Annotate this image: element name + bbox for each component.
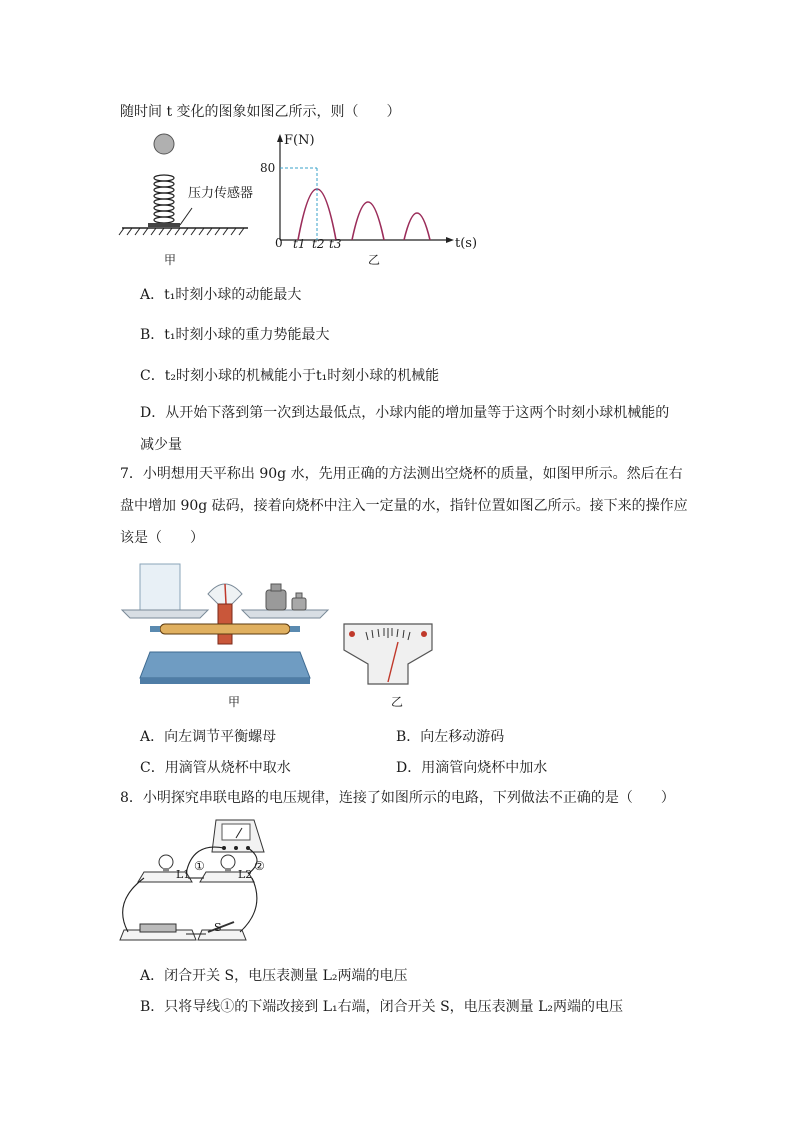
q7-option-c: C．用滴管从烧杯中取水: [140, 760, 291, 776]
sensor-label: 压力传感器: [188, 186, 254, 201]
q7-caption-yi: 乙: [391, 695, 404, 709]
q7-stem-line1: 7．小明想用天平称出 90g 水，先用正确的方法测出空烧杯的质量，如图甲所示。然后在右: [120, 466, 683, 482]
switch-label: S: [214, 921, 222, 934]
q6-stem-tail: 随时间 t 变化的图象如图乙所示，则（ ）: [120, 104, 401, 120]
beaker-icon: [140, 564, 180, 610]
q6-figure-yi-graph: [270, 132, 480, 252]
q7-option-a: A．向左调节平衡螺母: [140, 729, 277, 745]
q6-option-d-line1: D．从开始下落到第一次到达最低点，小球内能的增加量等于这两个时刻小球机械能的: [140, 405, 670, 421]
weight-small-icon: [292, 598, 306, 610]
figure-yi-caption: 乙: [368, 253, 381, 267]
x-axis-label: t(s): [455, 236, 478, 251]
q6-option-c: C．t₂时刻小球的机械能小于t₁时刻小球的机械能: [140, 368, 440, 384]
t3-label: t3: [329, 237, 342, 251]
lamp-l1-icon: [159, 855, 173, 872]
q6-option-a: A．t₁时刻小球的动能最大: [140, 287, 302, 303]
t2-label: t2: [312, 237, 325, 251]
ball-icon: [154, 134, 174, 154]
weight-large-icon: [266, 590, 286, 610]
sensor-plate: [148, 223, 180, 227]
lamp-l2-label: L2: [238, 868, 253, 881]
force-curve-3: [404, 213, 430, 240]
q7-option-d: D．用滴管向烧杯中加水: [396, 760, 548, 776]
q7-caption-jia: 甲: [228, 695, 241, 709]
wire-2-label: ②: [254, 859, 265, 873]
q6-option-d-line2: 减少量: [140, 437, 182, 453]
q8-option-b: B．只将导线①的下端改接到 L₁右端，闭合开关 S，电压表测量 L₂两端的电压: [140, 999, 624, 1015]
q7-option-b: B．向左移动游码: [396, 729, 505, 745]
y-tick-80: 80: [260, 161, 276, 175]
y-axis-label: F(N): [284, 133, 315, 148]
q6-figure-jia: [118, 130, 268, 240]
q8-option-a: A．闭合开关 S，电压表测量 L₂两端的电压: [140, 968, 408, 984]
q8-stem: 8．小明探究串联电路的电压规律，连接了如图所示的电路，下列做法不正确的是（ ）: [120, 790, 675, 806]
q7-pointer-dial: [342, 620, 434, 686]
q7-stem-line2: 盘中增加 90g 砝码，接着向烧杯中注入一定量的水，指针位置如图乙所示。接下来的操作应: [120, 498, 688, 514]
lamp-l2-icon: [221, 855, 235, 872]
figure-jia-caption: 甲: [164, 253, 177, 267]
battery-icon: [140, 924, 176, 932]
lamp-l1-label: L1: [176, 868, 191, 881]
t1-label: t1: [293, 237, 306, 251]
q7-balance-figure: [120, 560, 330, 690]
force-curve-2: [352, 202, 384, 240]
origin-label: 0: [275, 236, 283, 250]
q6-option-b: B．t₁时刻小球的重力势能最大: [140, 327, 330, 343]
wire-1-label: ①: [194, 859, 205, 873]
q8-circuit-figure: [116, 812, 286, 952]
q7-stem-line3: 该是（ ）: [120, 530, 204, 546]
spring-icon: [154, 175, 174, 223]
